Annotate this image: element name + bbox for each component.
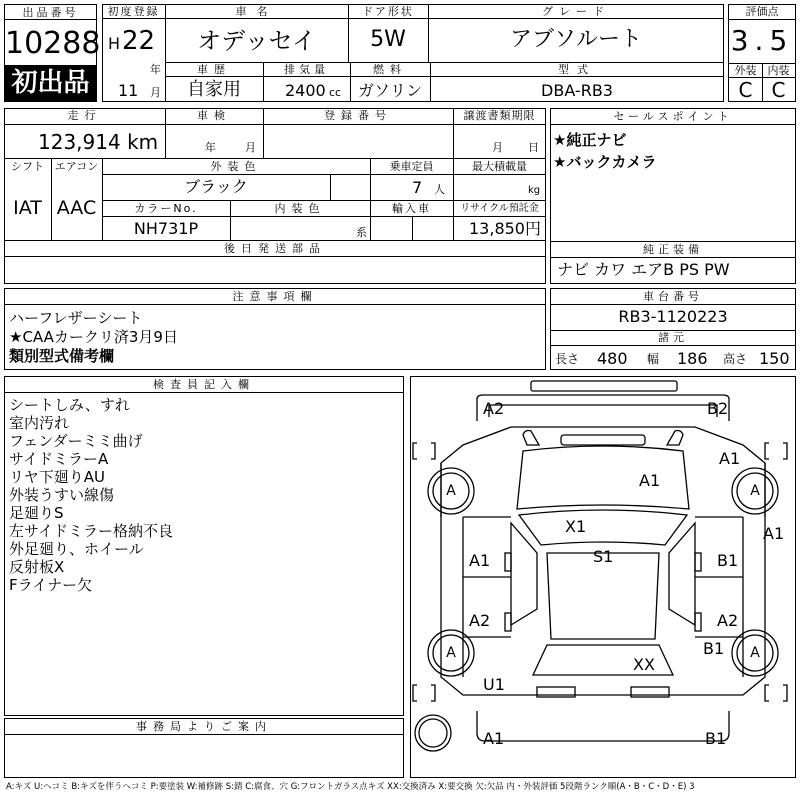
inspector-line-8: 左サイドミラー格納不良 bbox=[9, 522, 173, 540]
mileage: 123,914 km bbox=[38, 130, 159, 154]
import-label: 輸入車 bbox=[392, 202, 431, 215]
width: 186 bbox=[677, 349, 708, 368]
wheel-fr-mark: A bbox=[750, 483, 760, 499]
first-reg-month: 11 bbox=[118, 81, 139, 100]
capacity-label: 乗車定員 bbox=[389, 160, 434, 173]
inspector-line-4: サイドミラーA bbox=[9, 450, 109, 468]
sales-point-2: ★バックカメラ bbox=[553, 153, 657, 171]
first-listing-label: 初出品 bbox=[11, 68, 90, 98]
exterior-label: 外装 bbox=[734, 64, 757, 77]
exterior-grade: C bbox=[738, 78, 753, 102]
inspector-line-1: シートしみ、すれ bbox=[9, 396, 130, 414]
chassis-box bbox=[550, 288, 796, 370]
transfer-label: 譲渡書類期限 bbox=[463, 109, 536, 122]
mark-door-fr: B1 bbox=[717, 551, 739, 570]
history: 自家用 bbox=[187, 79, 241, 100]
length-label: 長さ bbox=[555, 352, 580, 366]
inspector-label: 検査員記入欄 bbox=[153, 378, 255, 391]
length: 480 bbox=[597, 349, 628, 368]
lot-number-box bbox=[4, 4, 101, 66]
wheel-rl-mark: A bbox=[446, 645, 456, 661]
inspector-line-6: 外装うすい線傷 bbox=[9, 486, 115, 504]
displacement: 2400 bbox=[285, 81, 326, 100]
sales-points-box bbox=[550, 108, 796, 284]
recycle-fee: 13,850円 bbox=[469, 219, 541, 238]
door-label: ドア形状 bbox=[362, 5, 414, 18]
dims-label: 諸元 bbox=[658, 331, 688, 344]
ac-label: エアコン bbox=[54, 160, 99, 173]
mark-door-rl: A2 bbox=[469, 611, 491, 630]
displacement-unit: cc bbox=[329, 86, 342, 99]
score-label: 評価点 bbox=[745, 5, 779, 18]
grade: アブソルート bbox=[509, 27, 642, 52]
inspection-year-unit: 年 bbox=[205, 141, 216, 154]
wheel-rr-mark: A bbox=[750, 645, 760, 661]
color-no-label: カラーNo. bbox=[134, 202, 198, 215]
sales-point-1: ★純正ナビ bbox=[553, 131, 627, 149]
mark-door-fl: A1 bbox=[469, 551, 491, 570]
chassis-label: 車台番号 bbox=[643, 290, 703, 303]
width-label: 幅 bbox=[647, 352, 660, 366]
shift-label: シフト bbox=[11, 160, 44, 173]
transfer-day-unit: 日 bbox=[528, 141, 539, 154]
fuel-label: 燃料 bbox=[373, 63, 407, 76]
inspection-month-unit: 月 bbox=[245, 141, 256, 154]
color-no: NH731P bbox=[133, 219, 199, 238]
color: ブラック bbox=[184, 177, 248, 196]
score: 3.5 bbox=[730, 24, 794, 57]
grade-label: グレード bbox=[542, 5, 610, 18]
load-unit: kg bbox=[528, 185, 541, 196]
inspector-line-3: フェンダーミミ曲げ bbox=[9, 432, 143, 450]
era: H bbox=[108, 34, 121, 53]
genuine-equipment-label: 純正装備 bbox=[643, 243, 703, 256]
capacity: 7 bbox=[412, 178, 423, 197]
damage-legend: A:キズ U:ヘコミ B:キズを伴うヘコミ P:要塗装 W:補修跡 S:錆 C:腐食、穴 G:フロントガラス点キズ XX:交換済み X:要交換 欠:欠品 内・外装評価 5段階ランク順(A・B・C・D・E) 3 bbox=[6, 782, 695, 792]
inspector-line-11: Fライナー欠 bbox=[9, 576, 93, 594]
month-unit: 月 bbox=[150, 86, 161, 99]
mark-pillar-right: A1 bbox=[763, 524, 785, 543]
mark-windshield: X1 bbox=[565, 517, 587, 536]
damage-diagram bbox=[410, 376, 796, 778]
inspection-label: 車検 bbox=[197, 109, 231, 122]
mileage-label: 走行 bbox=[67, 109, 102, 122]
fuel: ガソリン bbox=[357, 81, 422, 100]
capacity-unit: 人 bbox=[434, 183, 445, 196]
transfer-month-unit: 月 bbox=[492, 141, 503, 154]
inspector-line-9: 外足廻り、ホイール bbox=[9, 540, 144, 558]
wheel-fl-mark: A bbox=[446, 483, 456, 499]
model-code: DBA-RB3 bbox=[541, 81, 613, 100]
mark-quarter-right: B1 bbox=[703, 639, 725, 658]
height-label: 高さ bbox=[723, 352, 748, 366]
plate-label: 登録番号 bbox=[324, 109, 392, 122]
car-outline bbox=[411, 377, 795, 777]
inspector-line-2: 室内汚れ bbox=[9, 414, 70, 432]
notes-box bbox=[4, 288, 546, 370]
inspector-line-7: 足廻りS bbox=[9, 504, 64, 522]
interior-color-label: 内装色 bbox=[274, 202, 326, 215]
color-label: 外装色 bbox=[210, 160, 262, 173]
recycle-label: リサイクル預託金 bbox=[460, 203, 539, 214]
first-reg-year: 22 bbox=[122, 26, 156, 56]
lot-number: 10288 bbox=[5, 26, 101, 61]
genuine-equipment: ナビ カワ エアB PS PW bbox=[557, 260, 730, 279]
notes-label: 注意事項欄 bbox=[232, 290, 318, 303]
mark-front-left: A2 bbox=[483, 399, 505, 418]
note-line-1: ハーフレザーシート bbox=[9, 309, 143, 327]
mark-rear-right: B1 bbox=[705, 729, 727, 748]
sales-points-label: セールスポイント bbox=[613, 110, 733, 123]
chassis-number: RB3-1120223 bbox=[618, 307, 728, 326]
mark-door-rr: A2 bbox=[717, 611, 739, 630]
mark-front-right: B2 bbox=[707, 399, 729, 418]
inspector-line-10: 反射板X bbox=[9, 558, 65, 576]
interior-color-unit: 系 bbox=[356, 226, 367, 239]
interior-label: 内装 bbox=[767, 64, 790, 77]
office-label: 事務局よりご案内 bbox=[136, 720, 272, 733]
mark-fender-right: A1 bbox=[719, 449, 741, 468]
model-label: 型式 bbox=[558, 63, 596, 76]
first-reg-label: 初度登録 bbox=[107, 5, 160, 18]
load-label: 最大積載量 bbox=[472, 160, 527, 173]
car-name: オデッセイ bbox=[197, 27, 316, 55]
office-box bbox=[4, 718, 404, 778]
door-type: 5W bbox=[370, 27, 406, 52]
mark-roof: S1 bbox=[593, 547, 614, 566]
shift: IAT bbox=[13, 197, 42, 219]
inspector-box bbox=[4, 376, 404, 716]
mark-hood: A1 bbox=[639, 471, 661, 490]
mark-rear-glass: XX bbox=[633, 655, 655, 674]
interior-grade: C bbox=[771, 78, 786, 102]
score-box bbox=[728, 4, 796, 102]
year-unit: 年 bbox=[150, 63, 161, 76]
mark-rear-left: A1 bbox=[483, 729, 505, 748]
lot-number-label: 出品番号 bbox=[22, 6, 79, 19]
height: 150 bbox=[759, 349, 790, 368]
inspector-line-5: リヤ下廻りAU bbox=[9, 468, 105, 486]
displacement-label: 排気量 bbox=[284, 63, 329, 76]
later-parts-label: 後日発送部品 bbox=[224, 242, 326, 255]
mark-under-left: U1 bbox=[483, 675, 505, 694]
history-label: 車歴 bbox=[197, 63, 231, 76]
note-line-3: 類別型式備考欄 bbox=[9, 347, 115, 365]
car-name-label: 車名 bbox=[235, 5, 278, 18]
ac: AAC bbox=[56, 197, 97, 219]
note-line-2: ★CAAカークリ済3月9日 bbox=[9, 328, 178, 346]
